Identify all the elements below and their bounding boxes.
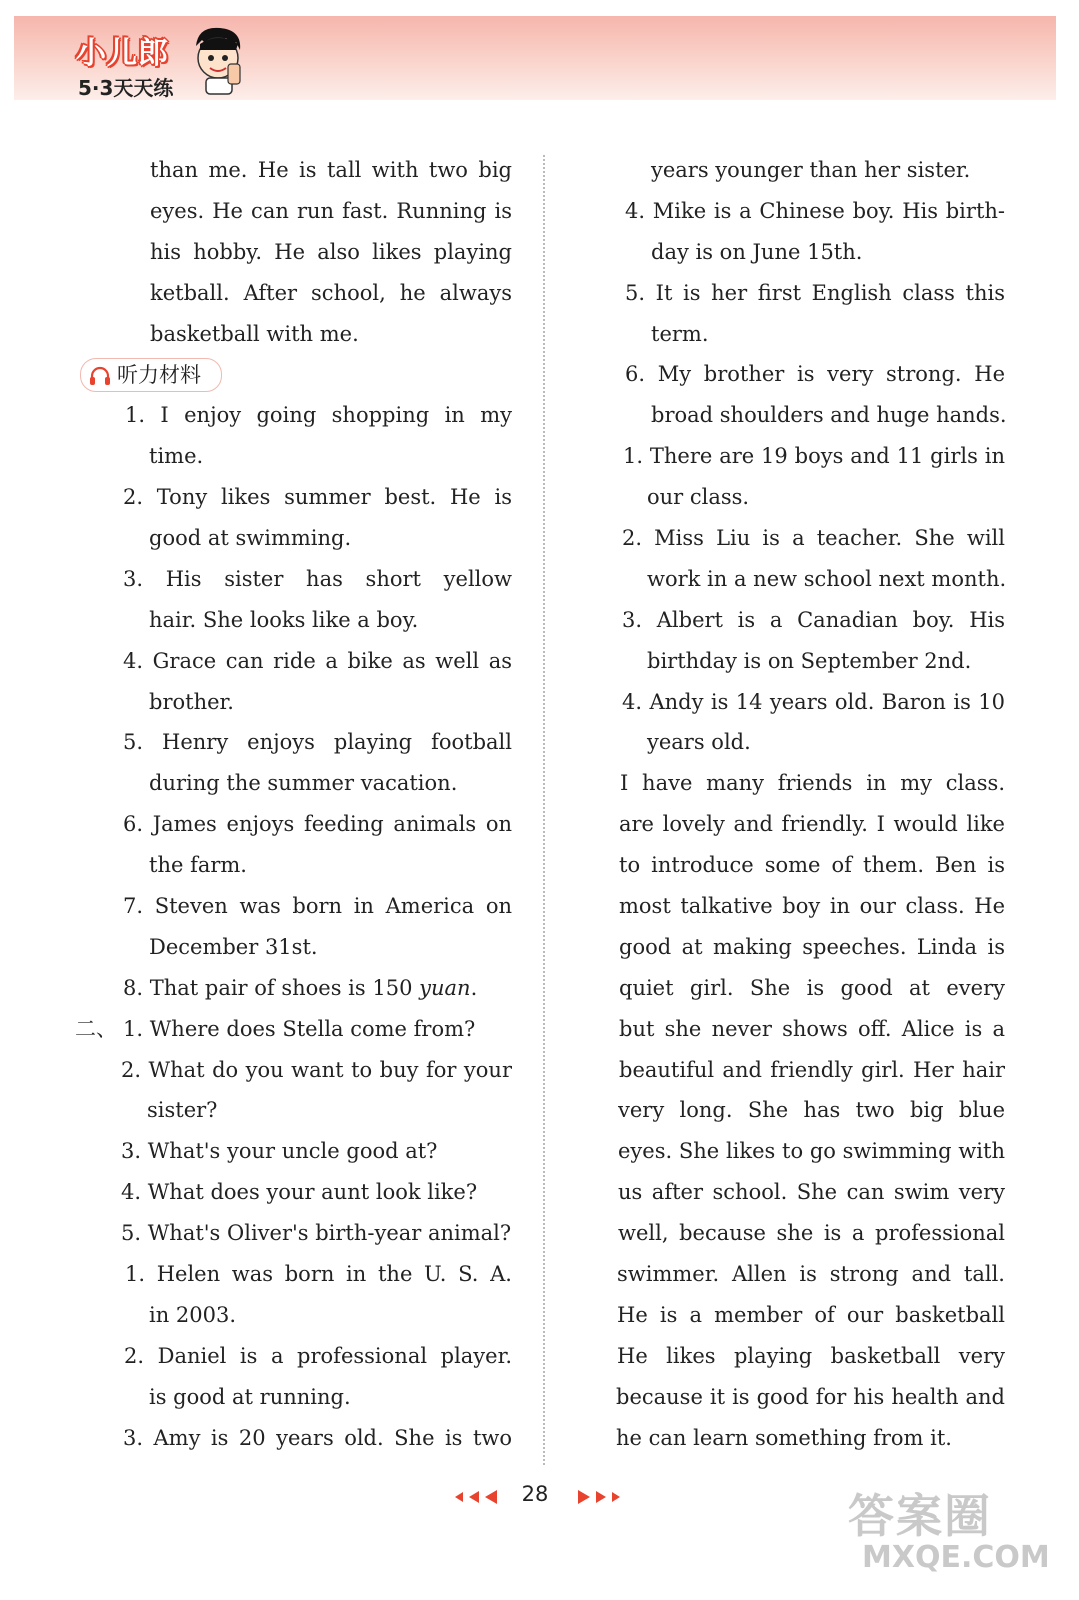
sec1-item-1-cont: time.	[149, 444, 204, 469]
sec1-item-2: 2. Tony likes summer best. He is	[123, 485, 512, 510]
sec4-item-4-cont: years old.	[647, 730, 751, 755]
sec4-item-4: 4. Andy is 14 years old. Baron is 10	[622, 689, 1005, 714]
sec5-line: because it is good for his health and	[616, 1384, 1005, 1409]
sec5-line: to introduce some of them. Ben is	[619, 853, 1005, 878]
watermark-url: MXQE.COM	[862, 1540, 1050, 1575]
column-divider	[543, 155, 545, 1465]
sec4-item-3-cont: birthday is on September 2nd.	[647, 648, 972, 673]
sec1-item-8: 8. That pair of shoes is 150 yuan.	[123, 975, 478, 1000]
sec5-line: eyes. She likes to go swimming with	[618, 1139, 1005, 1164]
sec2-item-1: 二、 1. Where does Stella come from?	[123, 1009, 512, 1050]
intro-line: eyes. He can run fast. Running is	[150, 198, 512, 223]
sec3-item-2-cont: is good at running.	[149, 1384, 351, 1409]
series-name: 5·3天天练	[78, 76, 174, 100]
sec3-item-1: 1. Helen was born in the U. S. A.	[125, 1262, 512, 1287]
headphones-icon	[89, 366, 111, 386]
sec1-item-4: 4. Grace can ride a bike as well as	[123, 648, 512, 673]
intro-line: ketball. After school, he always	[150, 280, 512, 305]
sec3-item-4: 4. Mike is a Chinese boy. His birth-	[625, 198, 1005, 223]
triangle-left-icon	[455, 1489, 503, 1505]
sec1-item-5: 5. Henry enjoys playing football	[123, 730, 512, 755]
sec5-line: beautiful and friendly girl. Her hair	[619, 1057, 1005, 1082]
triangle-right-icon	[572, 1489, 620, 1505]
sec3-item-3-cont: years younger than her sister.	[651, 158, 971, 182]
sec1-item-4-cont: brother.	[149, 689, 234, 714]
sec4-item-2: 2. Miss Liu is a teacher. She will	[622, 526, 1005, 551]
sec2-item-2: 2. What do you want to buy for your	[121, 1057, 512, 1082]
sec3-item-3: 3. Amy is 20 years old. She is two	[123, 1425, 512, 1450]
watermark-text: 答案圈	[848, 1489, 992, 1543]
sec5-line: He likes playing basketball very	[617, 1343, 1005, 1368]
sec4-item-1-cont: our class.	[647, 485, 750, 510]
sec3-item-6-cont: broad shoulders and huge hands.	[651, 403, 1007, 428]
sec3-item-1-cont: in 2003.	[149, 1302, 237, 1327]
tag-label: 听力材料	[117, 363, 201, 388]
sec1-item-2-cont: good at swimming.	[149, 526, 352, 551]
intro-line: his hobby. He also likes playing	[150, 239, 512, 264]
sec1-item-3: 3. His sister has short yellow	[123, 566, 512, 591]
brand-logo	[70, 24, 250, 100]
intro-line: basketball with me.	[150, 321, 359, 346]
listening-material-tag	[80, 358, 222, 392]
sec3-item-6: 6. My brother is very strong. He	[625, 362, 1005, 387]
sec5-line: very long. She has two big blue	[618, 1098, 1005, 1123]
listening-tag-row	[80, 354, 512, 395]
right-column	[570, 150, 1005, 1459]
sec2-item-2-cont: sister?	[147, 1098, 218, 1123]
sec5-line: are lovely and friendly. I would like	[619, 812, 1005, 837]
sec5-line: most talkative boy in our class. He	[619, 894, 1005, 919]
sec5-line: well, because she is a professional	[618, 1221, 1005, 1246]
intro-line: than me. He is tall with two big	[150, 158, 512, 182]
sec1-item-6: 6. James enjoys feeding animals on	[123, 812, 512, 837]
currency-word: yuan	[419, 975, 471, 1000]
sec5-line: quiet girl. She is good at every	[619, 975, 1005, 1000]
left-column	[72, 150, 512, 1459]
sec2-item-5: 5. What's Oliver's birth-year animal?	[121, 1221, 512, 1246]
sec5-line: us after school. She can swim very	[618, 1180, 1005, 1205]
sec1-item-1: 1. I enjoy going shopping in my	[125, 403, 512, 428]
sec1-item-6-cont: the farm.	[149, 853, 247, 878]
sec5-line: I have many friends in my class.	[620, 771, 1005, 796]
sec4-item-1: 1. There are 19 boys and 11 girls in	[623, 444, 1005, 469]
sec1-item-7: 7. Steven was born in America on	[123, 894, 512, 919]
mascot-boy-icon	[188, 24, 248, 96]
sec4-item-3: 3. Albert is a Canadian boy. His	[622, 607, 1005, 632]
sec2-item-3: 3. What's your uncle good at?	[121, 1139, 438, 1164]
sec4-item-2-cont: work in a new school next month.	[647, 566, 1007, 591]
page-number: 28	[521, 1482, 549, 1506]
sec1-item-3-cont: hair. She looks like a boy.	[149, 607, 419, 632]
watermark	[842, 1480, 1062, 1598]
sec2-item-4: 4. What does your aunt look like?	[121, 1180, 478, 1205]
sec5-line: he can learn something from it.	[616, 1425, 952, 1450]
section-marker: 二、	[75, 1016, 117, 1041]
sec5-line: but she never shows off. Alice is a	[619, 1016, 1005, 1041]
sec5-line: He is a member of our basketball	[617, 1302, 1005, 1327]
brand-title: 小儿郎	[76, 36, 169, 71]
sec1-item-7-cont: December 31st.	[149, 934, 318, 959]
sec5-line: good at making speeches. Linda is	[619, 934, 1005, 959]
sec3-item-2: 2. Daniel is a professional player.	[124, 1343, 512, 1368]
sec3-item-5-cont: term.	[651, 321, 709, 346]
sec3-item-5: 5. It is her first English class this	[625, 280, 1005, 305]
sec5-line: swimmer. Allen is strong and tall.	[617, 1262, 1005, 1287]
sec1-item-5-cont: during the summer vacation.	[149, 771, 458, 796]
sec3-item-4-cont: day is on June 15th.	[651, 239, 863, 264]
